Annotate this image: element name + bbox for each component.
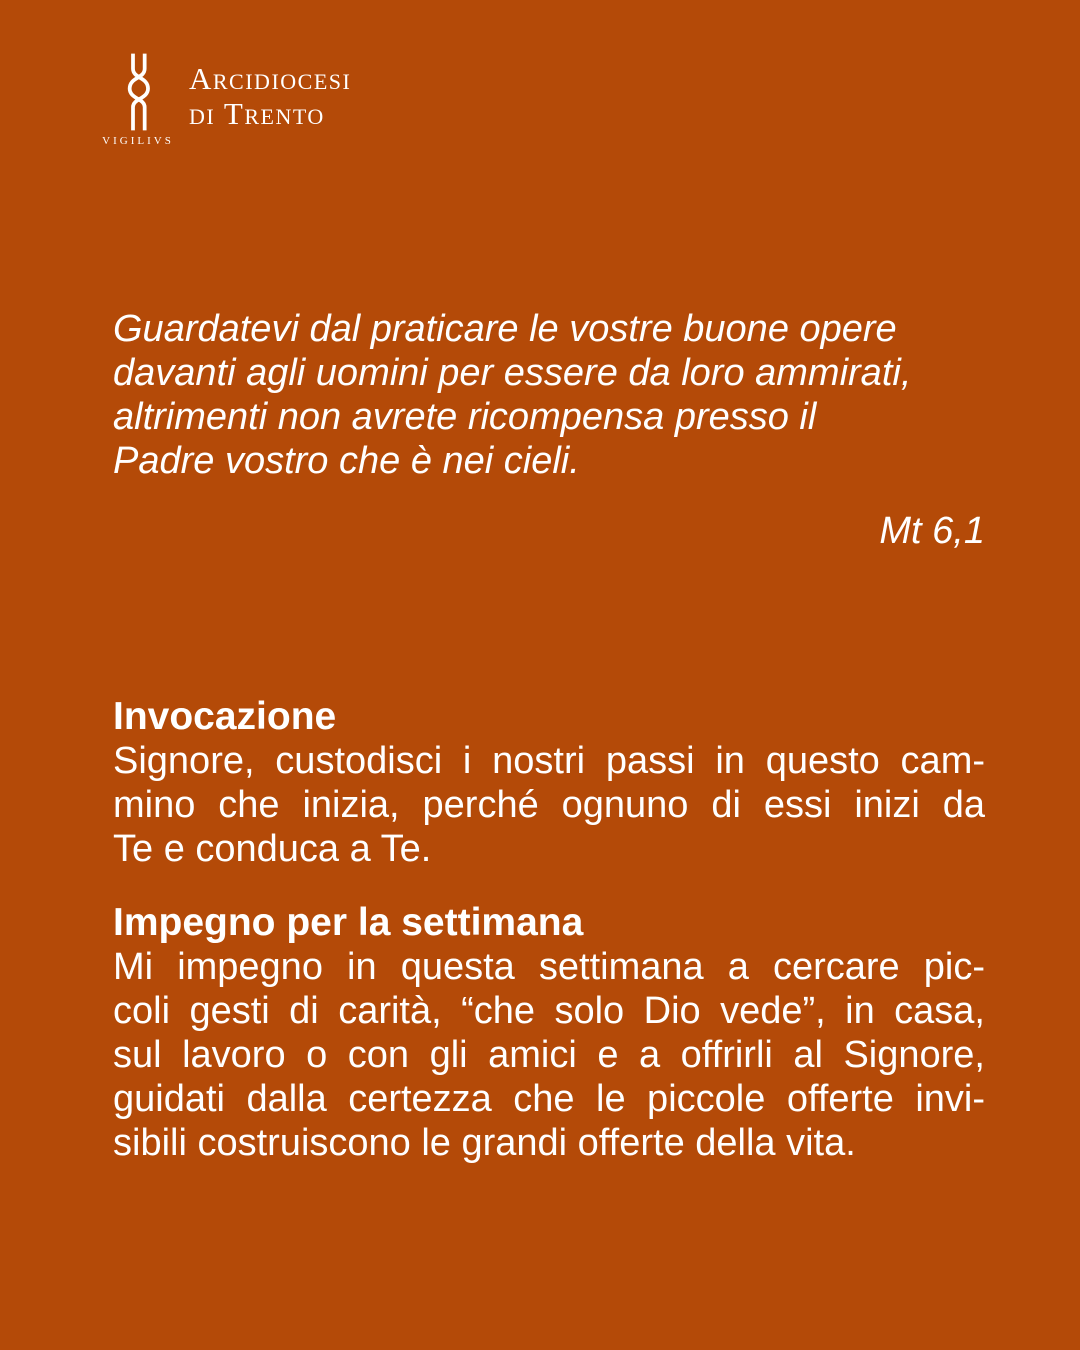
vigilius-knot-icon bbox=[111, 52, 165, 132]
scripture-quote bbox=[113, 307, 985, 483]
header bbox=[102, 52, 985, 147]
quote-line: Guardatevi dal praticare le vostre buone opere bbox=[113, 308, 897, 350]
org-name-line2: di Trento bbox=[189, 95, 325, 131]
logo-caption: VIGILIVS bbox=[102, 135, 174, 147]
body-line: sul lavoro o con gli amici e a offrirli al Signore, bbox=[113, 1034, 985, 1076]
quote-line: davanti agli uomini per essere da loro ammirati, bbox=[113, 352, 912, 394]
body-line: mino che inizia, perché ognuno di essi inizi da bbox=[113, 784, 985, 826]
org-name-line1: Arcidiocesi bbox=[189, 61, 352, 96]
quote-line: altrimenti non avrete ricompensa presso il bbox=[113, 396, 817, 438]
body-line: sibili costruiscono le grandi offerte della vita. bbox=[113, 1122, 856, 1164]
diocese-logo bbox=[102, 52, 174, 147]
section-heading: Invocazione bbox=[113, 695, 337, 738]
body-line: coli gesti di carità, “che solo Dio vede”, in casa, bbox=[113, 990, 985, 1032]
section-heading: Impegno per la settimana bbox=[113, 901, 584, 944]
body-line: Te e conduca a Te. bbox=[113, 828, 432, 870]
body-line: Mi impegno in questa settimana a cercare pic- bbox=[113, 946, 985, 988]
section-impegno bbox=[113, 901, 985, 1165]
scripture-citation: Mt 6,1 bbox=[879, 510, 985, 552]
quote-line: Padre vostro che è nei cieli. bbox=[113, 440, 580, 482]
section-invocazione bbox=[113, 695, 985, 871]
org-name bbox=[189, 52, 351, 131]
body-line: guidati dalla certezza che le piccole offerte invi- bbox=[113, 1078, 985, 1120]
body-line: Signore, custodisci i nostri passi in questo cam- bbox=[113, 740, 985, 782]
